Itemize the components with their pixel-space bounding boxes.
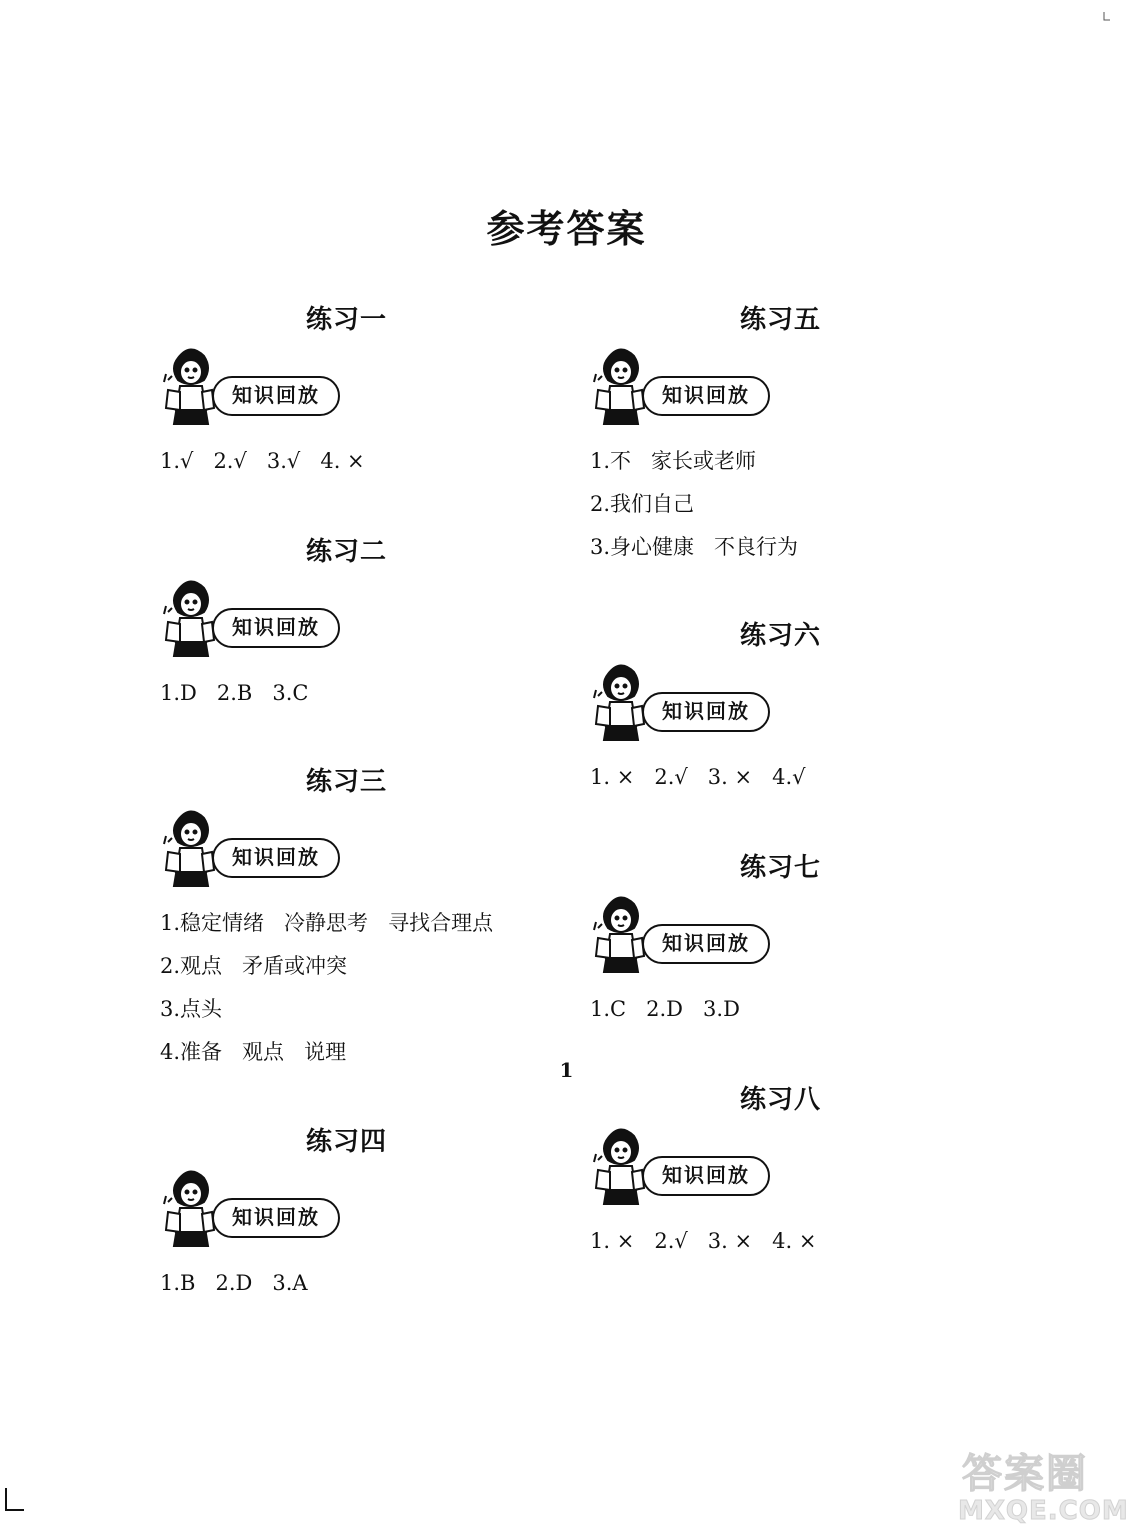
answer-list [160,440,580,483]
girl-reading-icon [590,1120,650,1212]
section-title: 练习六 [740,621,822,651]
answer-line: 1. × 2.√ 3. × 4.√ [590,765,806,789]
page-title: 参考答案 [486,207,647,251]
girl-reading-icon [160,1162,220,1254]
answer-list [160,672,580,715]
badge-label: 知识回放 [212,838,340,878]
girl-reading-icon [590,888,650,980]
answer-line: 1.稳定情绪 冷静思考 寻找合理点 [160,911,494,935]
answer-list [590,988,1010,1031]
knowledge-review-badge [160,340,580,432]
section-title: 练习二 [306,537,388,567]
knowledge-review-badge [160,572,580,664]
section-title: 练习三 [306,767,388,797]
badge-label: 知识回放 [642,1156,770,1196]
answer-list [160,1262,580,1305]
answer-list [590,440,1010,569]
section-title: 练习五 [740,305,822,335]
crop-mark-icon [0,1488,30,1518]
watermark-logo [940,1438,1130,1533]
section-lianxi-5 [590,302,1010,569]
crop-mark-icon [1100,10,1114,24]
section-lianxi-3 [160,764,580,1074]
answer-line: 1.C 2.D 3.D [590,997,740,1021]
knowledge-review-badge [160,1162,580,1254]
answer-list [590,756,1010,799]
girl-reading-icon [160,340,220,432]
girl-reading-icon [590,656,650,748]
section-lianxi-4 [160,1124,580,1305]
badge-label: 知识回放 [642,924,770,964]
section-lianxi-6 [590,618,1010,799]
section-lianxi-1 [160,302,580,483]
answer-list [590,1220,1010,1263]
knowledge-review-badge [160,802,580,894]
answer-line: 3.身心健康 不良行为 [590,535,799,559]
answer-line: 1.D 2.B 3.C [160,681,309,705]
knowledge-review-badge [590,888,1010,980]
answer-line: 1. × 2.√ 3. × 4. × [590,1229,817,1253]
knowledge-review-badge [590,1120,1010,1212]
watermark-url: MXQE.COM [958,1496,1129,1526]
answer-line: 4.准备 观点 说理 [160,1040,347,1064]
answer-line: 3.点头 [160,997,223,1021]
answer-list [160,902,580,1074]
section-title: 练习八 [740,1085,822,1115]
knowledge-review-badge [590,656,1010,748]
badge-label: 知识回放 [642,376,770,416]
badge-label: 知识回放 [212,608,340,648]
answer-line: 2.观点 矛盾或冲突 [160,954,348,978]
answer-line: 1.B 2.D 3.A [160,1271,308,1295]
section-title: 练习七 [740,853,822,883]
knowledge-review-badge [590,340,1010,432]
section-lianxi-2 [160,534,580,715]
badge-label: 知识回放 [642,692,770,732]
girl-reading-icon [160,572,220,664]
girl-reading-icon [590,340,650,432]
watermark-text: 答案圈 [962,1451,1088,1497]
section-title: 练习四 [306,1127,388,1157]
page-number: 1 [559,1058,574,1082]
section-lianxi-8 [590,1082,1010,1263]
badge-label: 知识回放 [212,1198,340,1238]
answer-line: 2.我们自己 [590,492,695,516]
badge-label: 知识回放 [212,376,340,416]
answer-line: 1.√ 2.√ 3.√ 4. × [160,449,365,473]
section-lianxi-7 [590,850,1010,1031]
section-title: 练习一 [306,305,388,335]
answer-line: 1.不 家长或老师 [590,449,757,473]
girl-reading-icon [160,802,220,894]
